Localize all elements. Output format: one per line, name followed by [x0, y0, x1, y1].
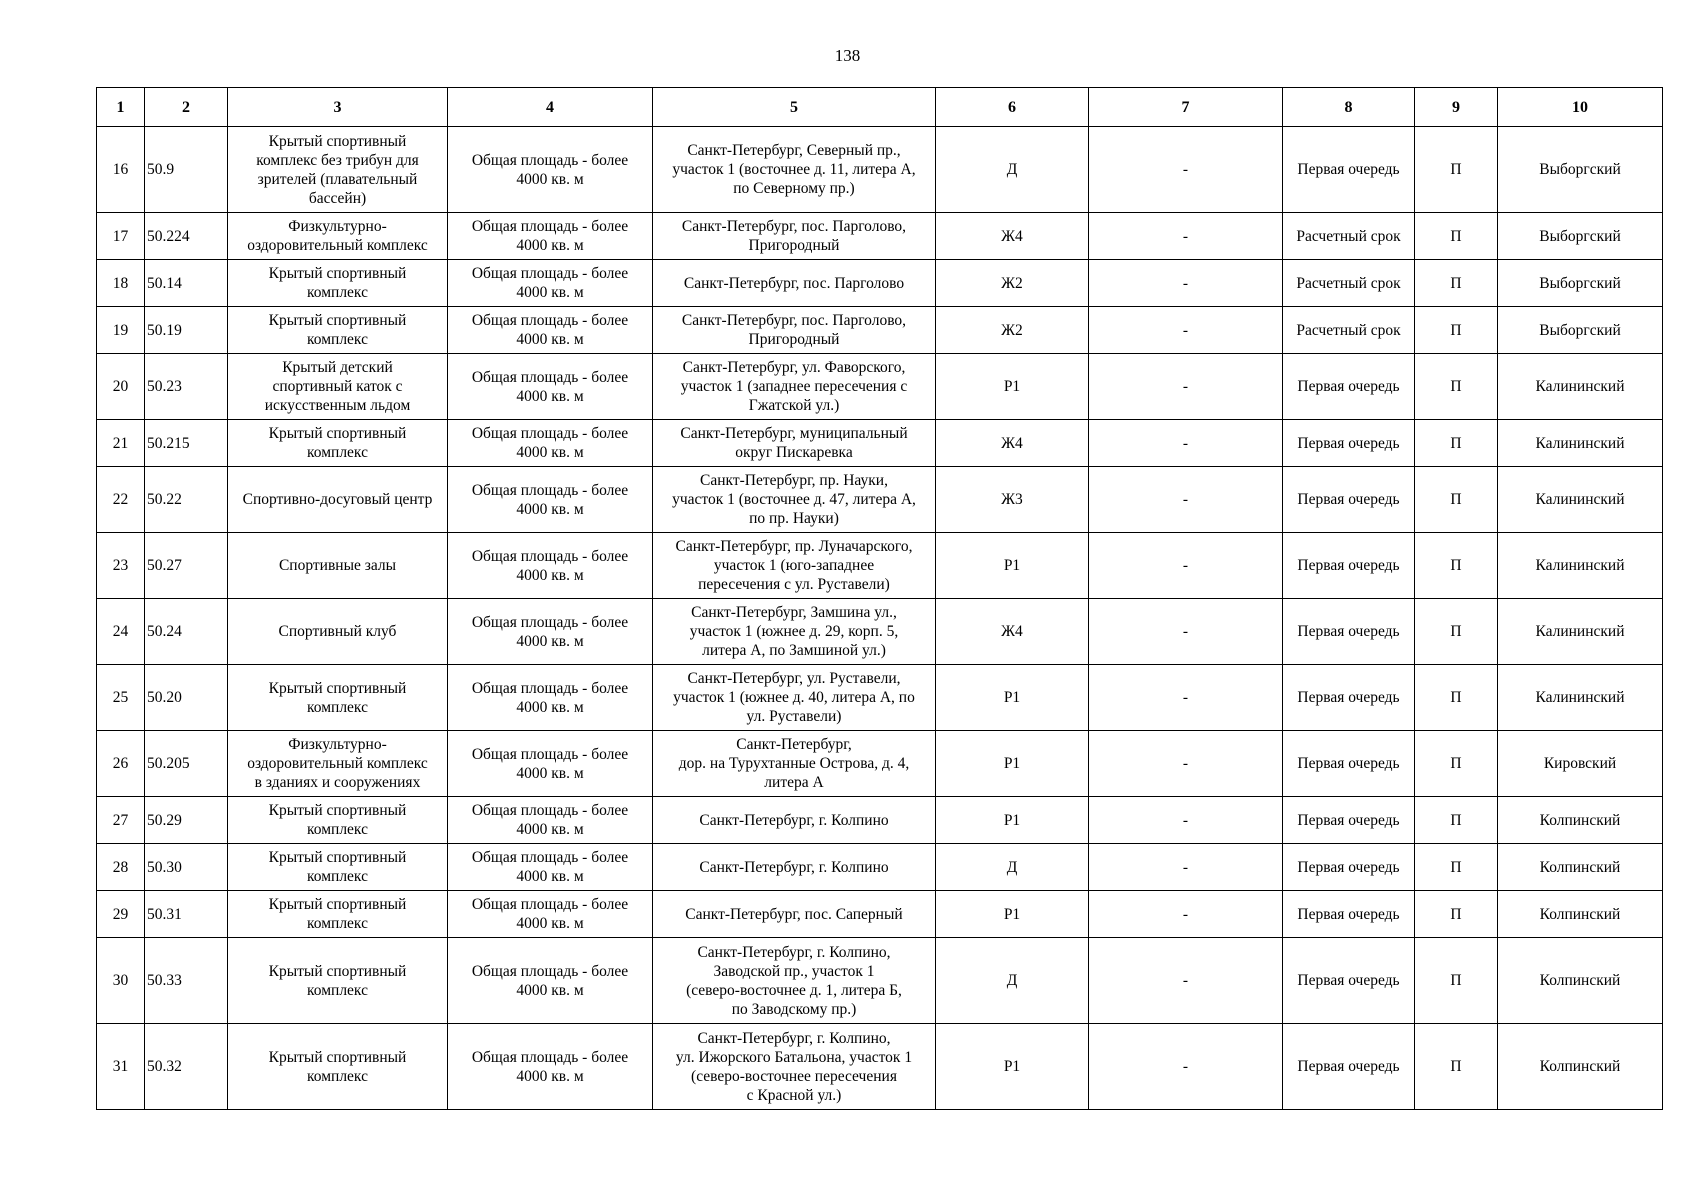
object-name: Крытый спортивный комплекс [228, 665, 448, 731]
object-parameter: Общая площадь - более 4000 кв. м [448, 533, 653, 599]
row-number: 26 [97, 731, 145, 797]
column-7-value: - [1089, 844, 1283, 891]
table-row [97, 533, 1663, 599]
row-number: 29 [97, 891, 145, 938]
zone-code: Р1 [936, 797, 1089, 844]
object-parameter: Общая площадь - более 4000 кв. м [448, 354, 653, 420]
object-name: Крытый спортивный комплекс без трибун для зрителей (плавательный бассейн) [228, 127, 448, 213]
object-name: Спортивные залы [228, 533, 448, 599]
column-header: 1 [97, 88, 145, 127]
column-header: 7 [1089, 88, 1283, 127]
object-name: Крытый спортивный комплекс [228, 260, 448, 307]
district: Колпинский [1498, 1024, 1663, 1110]
column-7-value: - [1089, 533, 1283, 599]
object-code: 50.205 [145, 731, 228, 797]
row-number: 18 [97, 260, 145, 307]
district: Калининский [1498, 599, 1663, 665]
column-7-value: - [1089, 599, 1283, 665]
district: Калининский [1498, 467, 1663, 533]
object-parameter: Общая площадь - более 4000 кв. м [448, 420, 653, 467]
table-row [97, 213, 1663, 260]
object-address: Санкт-Петербург, ул. Фаворского, участок 1 (западнее пересечения с Гжатской ул.) [653, 354, 936, 420]
construction-stage: Первая очередь [1283, 1024, 1415, 1110]
object-parameter: Общая площадь - более 4000 кв. м [448, 1024, 653, 1110]
district: Калининский [1498, 665, 1663, 731]
object-name: Крытый спортивный комплекс [228, 891, 448, 938]
construction-stage: Первая очередь [1283, 731, 1415, 797]
row-number: 19 [97, 307, 145, 354]
district: Колпинский [1498, 844, 1663, 891]
object-address: Санкт-Петербург, муниципальный округ Пискаревка [653, 420, 936, 467]
construction-stage: Расчетный срок [1283, 307, 1415, 354]
district: Выборгский [1498, 260, 1663, 307]
table-row [97, 665, 1663, 731]
column-7-value: - [1089, 938, 1283, 1024]
district: Калининский [1498, 420, 1663, 467]
object-parameter: Общая площадь - более 4000 кв. м [448, 938, 653, 1024]
table-row [97, 891, 1663, 938]
column-7-value: - [1089, 467, 1283, 533]
construction-stage: Первая очередь [1283, 467, 1415, 533]
object-parameter: Общая площадь - более 4000 кв. м [448, 797, 653, 844]
zone-code: Ж4 [936, 213, 1089, 260]
zone-code: Д [936, 127, 1089, 213]
object-code: 50.9 [145, 127, 228, 213]
object-parameter: Общая площадь - более 4000 кв. м [448, 665, 653, 731]
column-7-value: - [1089, 665, 1283, 731]
district: Колпинский [1498, 891, 1663, 938]
zone-code: Р1 [936, 891, 1089, 938]
status-code: П [1415, 213, 1498, 260]
column-header: 2 [145, 88, 228, 127]
status-code: П [1415, 260, 1498, 307]
object-address: Санкт-Петербург, Северный пр., участок 1 (восточнее д. 11, литера А, по Северному пр.) [653, 127, 936, 213]
column-7-value: - [1089, 731, 1283, 797]
column-7-value: - [1089, 1024, 1283, 1110]
object-name: Крытый спортивный комплекс [228, 797, 448, 844]
object-code: 50.14 [145, 260, 228, 307]
table-row [97, 1024, 1663, 1110]
construction-stage: Расчетный срок [1283, 213, 1415, 260]
column-7-value: - [1089, 127, 1283, 213]
object-address: Санкт-Петербург, пр. Луначарского, участок 1 (юго-западнее пересечения с ул. Руставели) [653, 533, 936, 599]
status-code: П [1415, 665, 1498, 731]
object-parameter: Общая площадь - более 4000 кв. м [448, 844, 653, 891]
object-parameter: Общая площадь - более 4000 кв. м [448, 599, 653, 665]
zone-code: Р1 [936, 533, 1089, 599]
district: Кировский [1498, 731, 1663, 797]
object-name: Крытый спортивный комплекс [228, 1024, 448, 1110]
district: Колпинский [1498, 938, 1663, 1024]
column-7-value: - [1089, 891, 1283, 938]
facilities-table [96, 87, 1663, 1110]
object-name: Крытый спортивный комплекс [228, 844, 448, 891]
object-parameter: Общая площадь - более 4000 кв. м [448, 731, 653, 797]
zone-code: Ж3 [936, 467, 1089, 533]
construction-stage: Первая очередь [1283, 127, 1415, 213]
status-code: П [1415, 938, 1498, 1024]
object-code: 50.19 [145, 307, 228, 354]
column-header: 6 [936, 88, 1089, 127]
table-row [97, 731, 1663, 797]
column-header: 5 [653, 88, 936, 127]
object-address: Санкт-Петербург, Замшина ул., участок 1 (южнее д. 29, корп. 5, литера А, по Замшиной ул.) [653, 599, 936, 665]
table-row [97, 260, 1663, 307]
table-header-row [97, 88, 1663, 127]
object-code: 50.29 [145, 797, 228, 844]
object-code: 50.23 [145, 354, 228, 420]
object-name: Крытый детский спортивный каток с искусственным льдом [228, 354, 448, 420]
column-header: 3 [228, 88, 448, 127]
row-number: 30 [97, 938, 145, 1024]
column-7-value: - [1089, 213, 1283, 260]
zone-code: Ж4 [936, 420, 1089, 467]
object-address: Санкт-Петербург, пос. Саперный [653, 891, 936, 938]
object-address: Санкт-Петербург, пос. Парголово, Пригородный [653, 213, 936, 260]
district: Выборгский [1498, 307, 1663, 354]
object-code: 50.27 [145, 533, 228, 599]
object-address: Санкт-Петербург, пос. Парголово [653, 260, 936, 307]
column-header: 9 [1415, 88, 1498, 127]
object-address: Санкт-Петербург, г. Колпино, Заводской пр., участок 1 (северо-восточнее д. 1, литера Б, по Заводскому пр.) [653, 938, 936, 1024]
district: Калининский [1498, 533, 1663, 599]
table-row [97, 797, 1663, 844]
column-header: 10 [1498, 88, 1663, 127]
status-code: П [1415, 420, 1498, 467]
construction-stage: Расчетный срок [1283, 260, 1415, 307]
status-code: П [1415, 844, 1498, 891]
column-7-value: - [1089, 260, 1283, 307]
object-address: Санкт-Петербург, ул. Руставели, участок 1 (южнее д. 40, литера А, по ул. Руставели) [653, 665, 936, 731]
construction-stage: Первая очередь [1283, 844, 1415, 891]
object-address: Санкт-Петербург, г. Колпино [653, 797, 936, 844]
construction-stage: Первая очередь [1283, 797, 1415, 844]
table-row [97, 420, 1663, 467]
object-code: 50.20 [145, 665, 228, 731]
status-code: П [1415, 307, 1498, 354]
row-number: 31 [97, 1024, 145, 1110]
table-row [97, 467, 1663, 533]
table-row [97, 127, 1663, 213]
district: Калининский [1498, 354, 1663, 420]
table-row [97, 307, 1663, 354]
row-number: 16 [97, 127, 145, 213]
zone-code: Р1 [936, 665, 1089, 731]
object-address: Санкт-Петербург, пос. Парголово, Пригородный [653, 307, 936, 354]
construction-stage: Первая очередь [1283, 420, 1415, 467]
object-parameter: Общая площадь - более 4000 кв. м [448, 213, 653, 260]
zone-code: Д [936, 844, 1089, 891]
object-code: 50.224 [145, 213, 228, 260]
object-name: Крытый спортивный комплекс [228, 420, 448, 467]
table-row [97, 938, 1663, 1024]
construction-stage: Первая очередь [1283, 354, 1415, 420]
district: Выборгский [1498, 127, 1663, 213]
construction-stage: Первая очередь [1283, 665, 1415, 731]
construction-stage: Первая очередь [1283, 938, 1415, 1024]
row-number: 17 [97, 213, 145, 260]
construction-stage: Первая очередь [1283, 533, 1415, 599]
row-number: 21 [97, 420, 145, 467]
object-parameter: Общая площадь - более 4000 кв. м [448, 307, 653, 354]
object-name: Физкультурно- оздоровительный комплекс в зданиях и сооружениях [228, 731, 448, 797]
status-code: П [1415, 891, 1498, 938]
object-code: 50.22 [145, 467, 228, 533]
zone-code: Ж4 [936, 599, 1089, 665]
status-code: П [1415, 1024, 1498, 1110]
object-name: Физкультурно- оздоровительный комплекс [228, 213, 448, 260]
row-number: 24 [97, 599, 145, 665]
status-code: П [1415, 467, 1498, 533]
object-address: Санкт-Петербург, г. Колпино, ул. Ижорского Батальона, участок 1 (северо-восточнее пересечения с Красной ул.) [653, 1024, 936, 1110]
object-address: Санкт-Петербург, пр. Науки, участок 1 (восточнее д. 47, литера А, по пр. Науки) [653, 467, 936, 533]
object-name: Спортивный клуб [228, 599, 448, 665]
object-code: 50.30 [145, 844, 228, 891]
table-row [97, 844, 1663, 891]
object-code: 50.215 [145, 420, 228, 467]
status-code: П [1415, 533, 1498, 599]
zone-code: Р1 [936, 731, 1089, 797]
construction-stage: Первая очередь [1283, 891, 1415, 938]
object-parameter: Общая площадь - более 4000 кв. м [448, 127, 653, 213]
page-number: 138 [834, 46, 861, 65]
object-parameter: Общая площадь - более 4000 кв. м [448, 260, 653, 307]
object-parameter: Общая площадь - более 4000 кв. м [448, 891, 653, 938]
status-code: П [1415, 797, 1498, 844]
object-code: 50.24 [145, 599, 228, 665]
object-code: 50.31 [145, 891, 228, 938]
table-row [97, 354, 1663, 420]
row-number: 27 [97, 797, 145, 844]
object-parameter: Общая площадь - более 4000 кв. м [448, 467, 653, 533]
column-header: 8 [1283, 88, 1415, 127]
object-address: Санкт-Петербург, г. Колпино [653, 844, 936, 891]
zone-code: Д [936, 938, 1089, 1024]
zone-code: Ж2 [936, 260, 1089, 307]
row-number: 20 [97, 354, 145, 420]
column-header: 4 [448, 88, 653, 127]
status-code: П [1415, 731, 1498, 797]
object-name: Спортивно-досуговый центр [228, 467, 448, 533]
row-number: 28 [97, 844, 145, 891]
row-number: 22 [97, 467, 145, 533]
construction-stage: Первая очередь [1283, 599, 1415, 665]
object-name: Крытый спортивный комплекс [228, 307, 448, 354]
row-number: 25 [97, 665, 145, 731]
status-code: П [1415, 599, 1498, 665]
object-name: Крытый спортивный комплекс [228, 938, 448, 1024]
column-7-value: - [1089, 797, 1283, 844]
table-row [97, 599, 1663, 665]
column-7-value: - [1089, 420, 1283, 467]
row-number: 23 [97, 533, 145, 599]
object-code: 50.33 [145, 938, 228, 1024]
status-code: П [1415, 354, 1498, 420]
status-code: П [1415, 127, 1498, 213]
object-code: 50.32 [145, 1024, 228, 1110]
zone-code: Ж2 [936, 307, 1089, 354]
district: Выборгский [1498, 213, 1663, 260]
column-7-value: - [1089, 307, 1283, 354]
zone-code: Р1 [936, 354, 1089, 420]
district: Колпинский [1498, 797, 1663, 844]
object-address: Санкт-Петербург, дор. на Турухтанные Острова, д. 4, литера А [653, 731, 936, 797]
column-7-value: - [1089, 354, 1283, 420]
zone-code: Р1 [936, 1024, 1089, 1110]
